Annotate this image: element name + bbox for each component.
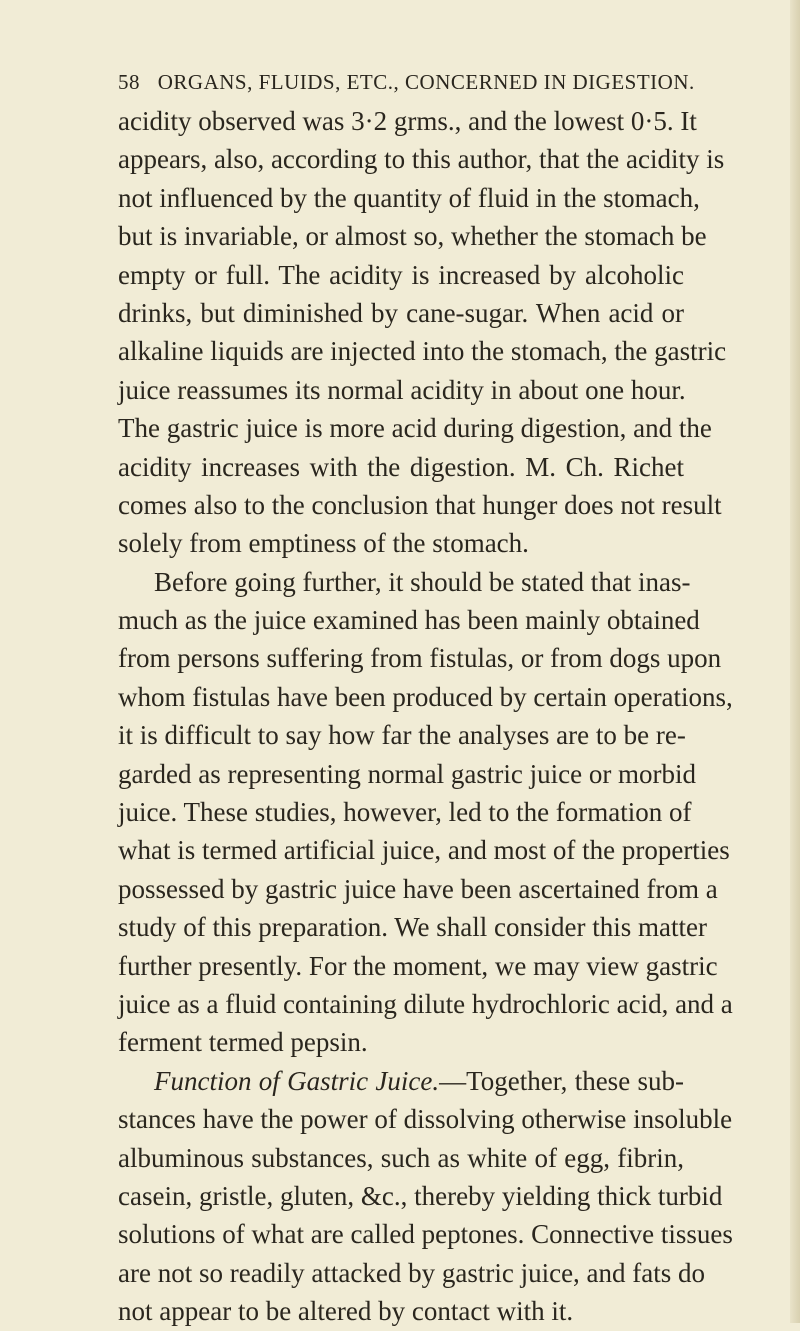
section-heading: Function of Gastric Juice. [154, 1065, 440, 1096]
running-head [118, 70, 718, 95]
text-line: acidity increases with the digestion. M. Ch. Richet [118, 451, 684, 482]
text-line: alkaline liquids are injected into the stomach, the gastric [118, 336, 727, 367]
text-line: but is invariable, or almost so, whether the stomach be [118, 221, 707, 252]
page-edge [790, 0, 800, 1323]
text-line: are not so readily attacked by gastric juice, and fats do [118, 1257, 706, 1288]
text-line: albuminous substances, such as white of egg, fibrin, [118, 1142, 684, 1173]
text-line: solely from emptiness of the stomach. [118, 528, 529, 559]
text-line: garded as representing normal gastric juice or morbid [118, 758, 697, 789]
text-line: not appear to be altered by contact with it. [118, 1296, 574, 1327]
text-line: Before going further, it should be stated that inas- [154, 566, 691, 597]
text-line: study of this preparation. We shall consider this matter [118, 912, 707, 943]
text-line: what is termed artificial juice, and most of the properties [118, 835, 730, 866]
text-line: casein, gristle, gluten, &c., thereby yielding thick turbid [118, 1180, 723, 1211]
section-first-line [118, 1062, 684, 1100]
text-line: juice as a fluid containing dilute hydrochloric acid, and a [118, 988, 733, 1019]
text-line: The gastric juice is more acid during digestion, and the [118, 413, 712, 444]
text-line: appears, also, according to this author, that the acidity is [118, 144, 725, 175]
text-line: much as the juice examined has been mainly obtained [118, 605, 700, 636]
body-text [118, 102, 733, 1331]
text-line: comes also to the conclusion that hunger does not result [118, 489, 722, 520]
text-line: it is difficult to say how far the analyses are to be re- [118, 720, 686, 751]
text-line: acidity observed was 3·2 grms., and the lowest 0·5. It [118, 106, 697, 136]
running-title: ORGANS, FLUIDS, ETC., CONCERNED IN DIGESTION. [157, 70, 695, 94]
text-line: drinks, but diminished by cane-sugar. When acid or [118, 297, 684, 328]
text-line: stances have the power of dissolving otherwise insoluble [118, 1104, 733, 1135]
text-line: solutions of what are called peptones. Connective tissues [118, 1219, 733, 1250]
text-line: possessed by gastric juice have been ascertained from a [118, 873, 718, 904]
text-line: juice reassumes its normal acidity in about one hour. [118, 374, 686, 405]
text-line: juice. These studies, however, led to the formation of [118, 797, 692, 828]
text-line: ferment termed pepsin. [118, 1027, 368, 1058]
text-line: further presently. For the moment, we may view gastric [118, 950, 718, 981]
text-line: from persons suffering from fistulas, or from dogs upon [118, 643, 722, 674]
page-number: 58 [118, 70, 140, 94]
text-line: whom fistulas have been produced by certain operations, [118, 681, 733, 712]
text-line: not influenced by the quantity of fluid in the stomach, [118, 182, 700, 213]
text-line: empty or full. The acidity is increased by alcoholic [118, 259, 684, 290]
section-first-line-text: —Together, these sub- [439, 1065, 684, 1096]
